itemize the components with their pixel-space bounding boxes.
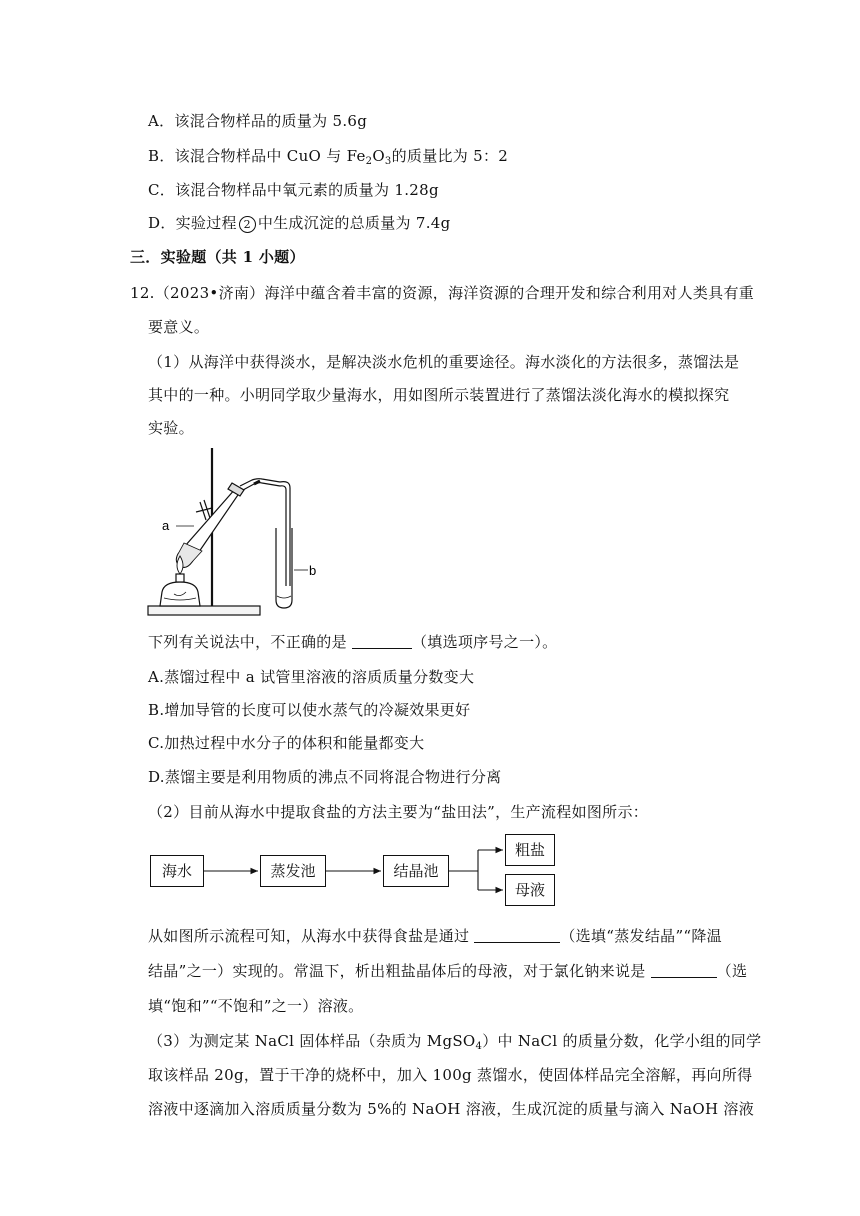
question-12-line2: 要意义。 — [148, 318, 210, 336]
part1-line2: 其中的一种。小明同学取少量海水，用如图所示装置进行了蒸馏法淡化海水的模拟探究 — [148, 386, 730, 404]
choice-a: A.蒸馏过程中 a 试管里溶液的溶质质量分数变大 — [148, 668, 475, 686]
flow-box-mother-liquor: 母液 — [505, 874, 555, 906]
choice-b: B.增加导管的长度可以使水蒸气的冷凝效果更好 — [148, 701, 471, 719]
part3-line2: 取该样品 20g，置于干净的烧杯中，加入 100g 蒸馏水，使固体样品完全溶解，再向所得 — [148, 1066, 753, 1084]
option-c: C．该混合物样品中氧元素的质量为 1.28g — [148, 181, 439, 199]
option-d: D．实验过程 2 中生成沉淀的总质量为 7.4g — [148, 214, 451, 232]
flow-box-evaporation-pond: 蒸发池 — [260, 855, 326, 887]
label-b: b — [309, 563, 317, 578]
question-12-line1: 12.（2023•济南）海洋中蕴含着丰富的资源，海洋资源的合理开发和综合利用对人类具有重 — [130, 284, 755, 302]
flow-box-seawater: 海水 — [150, 855, 204, 887]
option-a: A．该混合物样品的质量为 5.6g — [148, 112, 368, 130]
label-a: a — [162, 518, 170, 533]
circled-number: 2 — [239, 216, 256, 233]
choice-c: C.加热过程中水分子的体积和能量都变大 — [148, 734, 425, 752]
part1-line1: （1）从海洋中获得淡水，是解决淡水危机的重要途径。海水淡化的方法很多，蒸馏法是 — [148, 353, 740, 371]
answer-blank-2[interactable] — [474, 928, 560, 943]
part3-line3: 溶液中逐滴加入溶质质量分数为 5%的 NaOH 溶液，生成沉淀的质量与滴入 NaOH 溶液 — [148, 1100, 755, 1118]
flow-box-crystallization-pond: 结晶池 — [383, 855, 449, 887]
part2-question-line3: 填“饱和”“不饱和”之一）溶液。 — [148, 997, 364, 1015]
answer-blank-3[interactable] — [651, 963, 717, 978]
part2-question-line2: 结晶”之一）实现的。常温下，析出粗盐晶体后的母液，对于氯化钠来说是 （选 — [148, 962, 748, 980]
choice-d: D.蒸馏主要是利用物质的沸点不同将混合物进行分离 — [148, 768, 502, 786]
section-heading: 三．实验题（共 1 小题） — [130, 248, 305, 266]
part2-intro: （2）目前从海水中提取食盐的方法主要为“盐田法”，生产流程如图所示： — [148, 803, 649, 821]
part1-line3: 实验。 — [148, 419, 194, 437]
flow-box-crude-salt: 粗盐 — [505, 834, 555, 866]
option-b: B．该混合物样品中 CuO 与 $Fe_2O_3$的质量比为 5：2 — [148, 147, 509, 167]
part1-question-stem: 下列有关说法中，不正确的是 （填选项序号之一）。 — [148, 633, 558, 651]
part3-line1: （3）为测定某 NaCl 固体样品（杂质为 MgSO$_4$）中 NaCl 的质量分数，化学小组的同学 — [148, 1032, 762, 1052]
part2-question-line1: 从如图所示流程可知，从海水中获得食盐是通过 （选填“蒸发结晶”“降温 — [148, 927, 722, 945]
